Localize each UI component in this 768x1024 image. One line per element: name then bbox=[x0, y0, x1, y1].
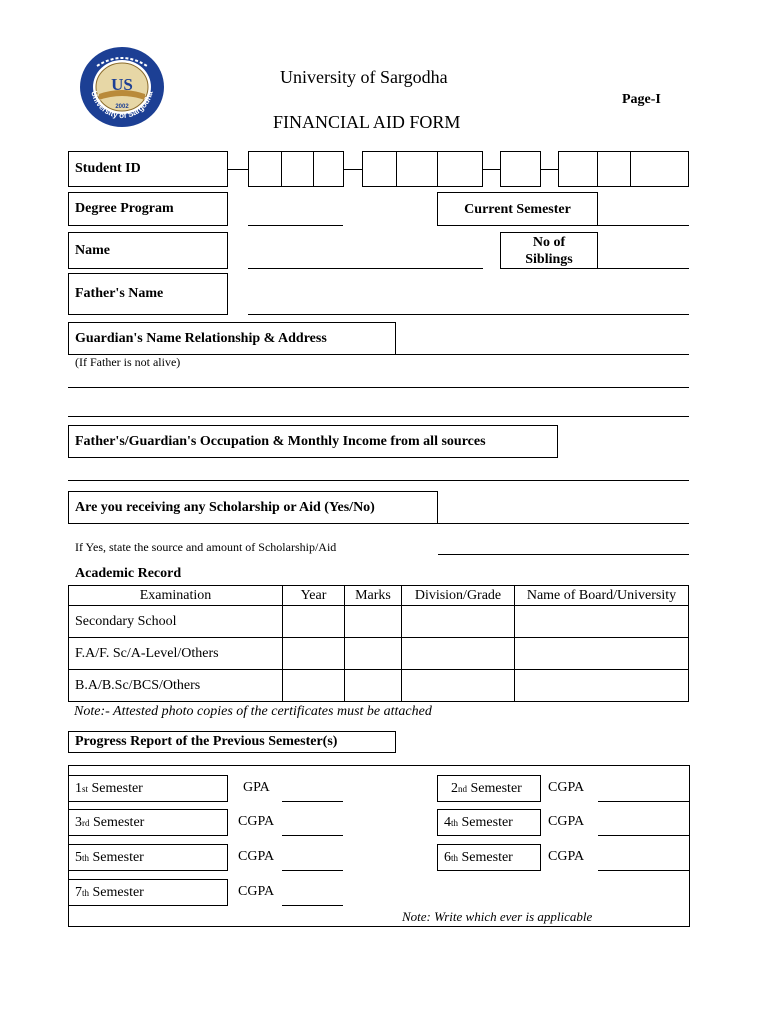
marks-cell[interactable] bbox=[345, 606, 402, 638]
academic-record-title: Academic Record bbox=[75, 566, 182, 581]
academic-note: Note:- Attested photo copies of the certificates must be attached bbox=[74, 704, 432, 719]
semester-7-line[interactable] bbox=[282, 905, 343, 906]
semester-1-label: 1 st Semester bbox=[68, 775, 228, 802]
semester-1-metric: GPA bbox=[243, 780, 270, 795]
name-label: Name bbox=[68, 232, 228, 269]
id-digit-cell[interactable] bbox=[630, 151, 689, 187]
semester-3-label: 3 rd Semester bbox=[68, 809, 228, 836]
semester-4-line[interactable] bbox=[598, 835, 689, 836]
col-marks: Marks bbox=[345, 586, 402, 606]
semester-3-metric: CGPA bbox=[238, 814, 275, 829]
table-row bbox=[69, 670, 689, 702]
division-cell[interactable] bbox=[402, 638, 515, 670]
guardian-note: (If Father is not alive) bbox=[75, 355, 181, 369]
col-board: Name of Board/University bbox=[515, 586, 689, 606]
id-digit-cell[interactable] bbox=[500, 151, 541, 187]
board-cell[interactable] bbox=[515, 638, 689, 670]
id-digit-cell[interactable] bbox=[396, 151, 438, 187]
col-year: Year bbox=[283, 586, 345, 606]
form-title: FINANCIAL AID FORM bbox=[273, 112, 461, 132]
semester-7-label: 7 th Semester bbox=[68, 879, 228, 906]
semester-5-label: 5 th Semester bbox=[68, 844, 228, 871]
semester-1-line[interactable] bbox=[282, 801, 343, 802]
logo-initials: US bbox=[111, 75, 133, 94]
name-line[interactable] bbox=[248, 268, 483, 269]
occupation-line[interactable] bbox=[68, 480, 689, 481]
logo-year: 2002 bbox=[115, 104, 129, 110]
semester-2-metric: CGPA bbox=[548, 780, 585, 795]
semester-4-label: 4 th Semester bbox=[437, 809, 541, 836]
scholarship-note: If Yes, state the source and amount of Scholarship/Aid bbox=[75, 540, 337, 554]
id-digit-cell[interactable] bbox=[248, 151, 282, 187]
university-name: University of Sargodha bbox=[280, 67, 448, 87]
student-id-label: Student ID bbox=[68, 151, 228, 187]
guardian-line[interactable] bbox=[396, 354, 689, 355]
id-digit-cell[interactable] bbox=[558, 151, 598, 187]
university-logo bbox=[79, 46, 165, 128]
semester-2-label: 2 nd Semester bbox=[437, 775, 541, 802]
table-header-row bbox=[69, 586, 689, 606]
semester-5-metric: CGPA bbox=[238, 849, 275, 864]
scholarship-line[interactable] bbox=[438, 523, 689, 524]
id-digit-cell[interactable] bbox=[281, 151, 314, 187]
semester-6-line[interactable] bbox=[598, 870, 689, 871]
guardian-address-line[interactable] bbox=[68, 416, 689, 417]
semester-7-metric: CGPA bbox=[238, 884, 275, 899]
exam-name: B.A/B.Sc/BCS/Others bbox=[69, 670, 283, 702]
page-label: Page-I bbox=[622, 92, 661, 107]
fathers-name-label: Father's Name bbox=[68, 273, 228, 315]
table-row bbox=[69, 638, 689, 670]
semester-2-line[interactable] bbox=[598, 801, 689, 802]
id-digit-cell[interactable] bbox=[362, 151, 397, 187]
year-cell[interactable] bbox=[283, 606, 345, 638]
guardian-address-line[interactable] bbox=[68, 387, 689, 388]
academic-record-table bbox=[68, 585, 689, 702]
board-cell[interactable] bbox=[515, 670, 689, 702]
col-division: Division/Grade bbox=[402, 586, 515, 606]
division-cell[interactable] bbox=[402, 670, 515, 702]
degree-program-line[interactable] bbox=[248, 225, 343, 226]
marks-cell[interactable] bbox=[345, 638, 402, 670]
year-cell[interactable] bbox=[283, 638, 345, 670]
table-row bbox=[69, 606, 689, 638]
guardian-label: Guardian's Name Relationship & Address bbox=[68, 322, 396, 355]
logo-ring-text: University of Sargodha bbox=[89, 90, 155, 121]
siblings-label bbox=[500, 232, 598, 269]
fathers-name-line[interactable] bbox=[248, 314, 689, 315]
semester-5-line[interactable] bbox=[282, 870, 343, 871]
semester-6-label: 6 th Semester bbox=[437, 844, 541, 871]
siblings-line[interactable] bbox=[598, 268, 689, 269]
id-digit-cell[interactable] bbox=[597, 151, 631, 187]
marks-cell[interactable] bbox=[345, 670, 402, 702]
occupation-label: Father's/Guardian's Occupation & Monthly Income from all sources bbox=[68, 425, 558, 458]
id-digit-cell[interactable] bbox=[437, 151, 483, 187]
progress-report-title: Progress Report of the Previous Semester(s) bbox=[68, 731, 396, 753]
division-cell[interactable] bbox=[402, 606, 515, 638]
degree-program-label: Degree Program bbox=[68, 192, 228, 226]
siblings-line1: No of bbox=[532, 234, 566, 250]
board-cell[interactable] bbox=[515, 606, 689, 638]
siblings-line2: Siblings bbox=[525, 251, 573, 267]
current-semester-label: Current Semester bbox=[437, 192, 598, 226]
exam-name: Secondary School bbox=[69, 606, 283, 638]
id-digit-cell[interactable] bbox=[313, 151, 344, 187]
semester-3-line[interactable] bbox=[282, 835, 343, 836]
col-examination: Examination bbox=[69, 586, 283, 606]
progress-note: Note: Write which ever is applicable bbox=[402, 909, 593, 924]
current-semester-line[interactable] bbox=[598, 225, 689, 226]
scholarship-label: Are you receiving any Scholarship or Aid (Yes/No) bbox=[68, 491, 438, 524]
semester-4-metric: CGPA bbox=[548, 814, 585, 829]
scholarship-source-line[interactable] bbox=[438, 554, 689, 555]
year-cell[interactable] bbox=[283, 670, 345, 702]
semester-6-metric: CGPA bbox=[548, 849, 585, 864]
exam-name: F.A/F. Sc/A-Level/Others bbox=[69, 638, 283, 670]
